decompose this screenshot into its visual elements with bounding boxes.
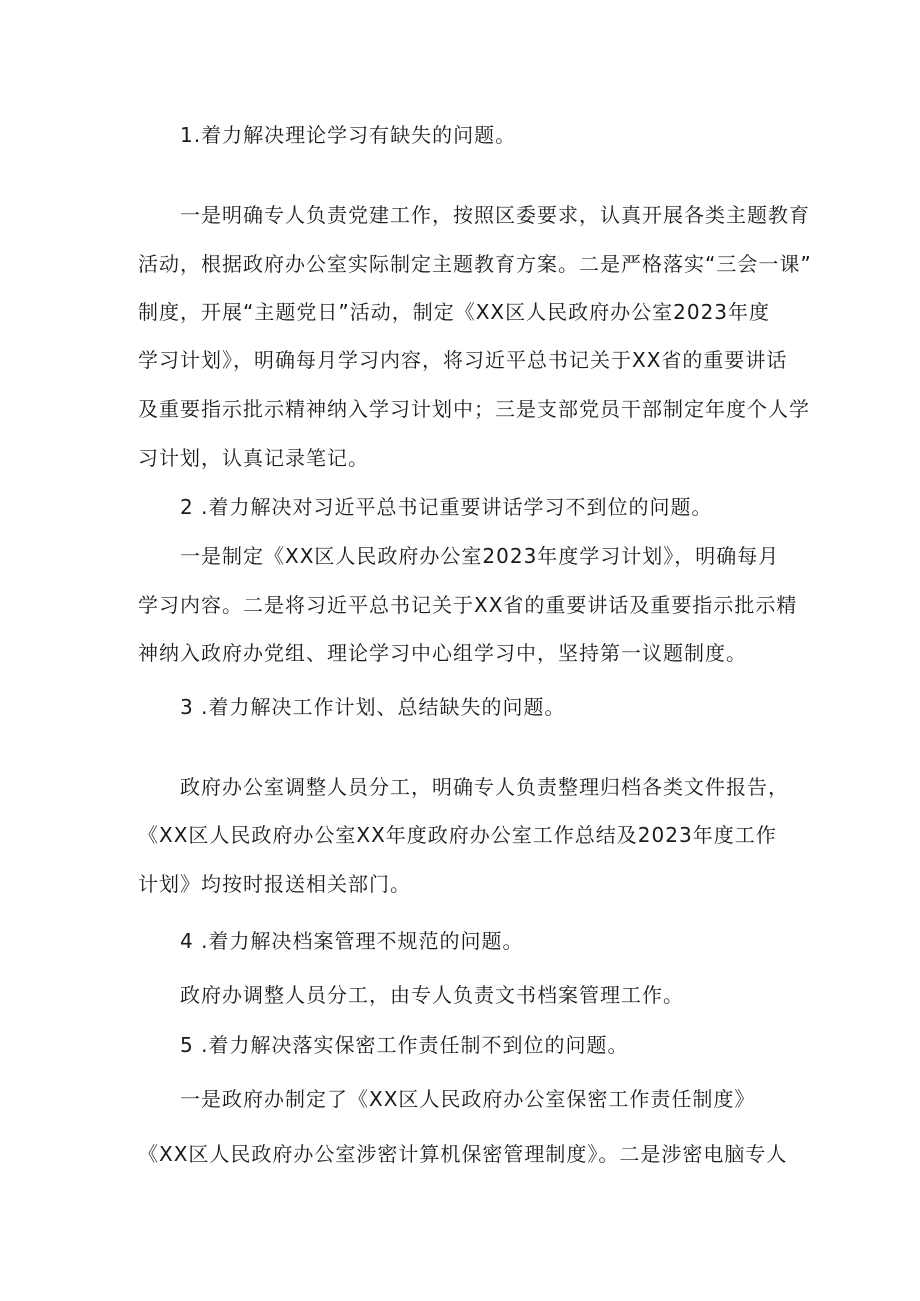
paragraph-4-line-1: 政府办调整人员分工，由专人负责文书档案管理工作。 xyxy=(180,983,684,1007)
heading-5: 5 .着力解决落实保密工作责任制不到位的问题。 xyxy=(180,1033,629,1057)
paragraph-3-line-3: 计划》均按时报送相关部门。 xyxy=(138,872,411,896)
paragraph-2-line-3: 神纳入政府办党组、理论学习中心组学习中，坚持第一议题制度。 xyxy=(138,641,747,665)
paragraph-1-line-4: 学习计划》，明确每月学习内容，将习近平总书记关于XX省的重要讲话 xyxy=(138,348,788,372)
heading-2: 2 .着力解决对习近平总书记重要讲话学习不到位的问题。 xyxy=(180,495,713,519)
paragraph-2-line-2: 学习内容。二是将习近平总书记关于XX省的重要讲话及重要指示批示精 xyxy=(138,593,798,617)
heading-1: 1.着力解决理论学习有缺失的问题。 xyxy=(180,123,517,147)
paragraph-1-line-1: 一是明确专人负责党建工作，按照区委要求，认真开展各类主题教育 xyxy=(180,203,810,227)
heading-3: 3 .着力解决工作计划、总结缺失的问题。 xyxy=(180,695,566,719)
paragraph-3-line-2: 《XX区人民政府办公室XX年度政府办公室工作总结及2023年度工作 xyxy=(138,823,777,847)
paragraph-1-line-5: 及重要指示批示精神纳入学习计划中；三是支部党员干部制定年度个人学 xyxy=(138,397,810,421)
heading-4: 4 .着力解决档案管理不规范的问题。 xyxy=(180,929,524,953)
paragraph-1-line-2: 活动，根据政府办公室实际制定主题教育方案。二是严格落实“三会一课” xyxy=(138,252,812,276)
paragraph-1-line-3: 制度，开展“主题党日”活动，制定《XX区人民政府办公室2023年度 xyxy=(138,300,771,324)
paragraph-1-line-6: 习计划，认真记录笔记。 xyxy=(138,446,369,470)
paragraph-5-line-1: 一是政府办制定了《XX区人民政府办公室保密工作责任制度》 xyxy=(180,1087,756,1111)
paragraph-2-line-1: 一是制定《XX区人民政府办公室2023年度学习计划》，明确每月 xyxy=(180,544,780,568)
paragraph-5-line-2: 《XX区人民政府办公室涉密计算机保密管理制度》。二是涉密电脑专人 xyxy=(138,1142,788,1166)
paragraph-3-line-1: 政府办公室调整人员分工，明确专人负责整理归档各类文件报告， xyxy=(180,775,789,799)
